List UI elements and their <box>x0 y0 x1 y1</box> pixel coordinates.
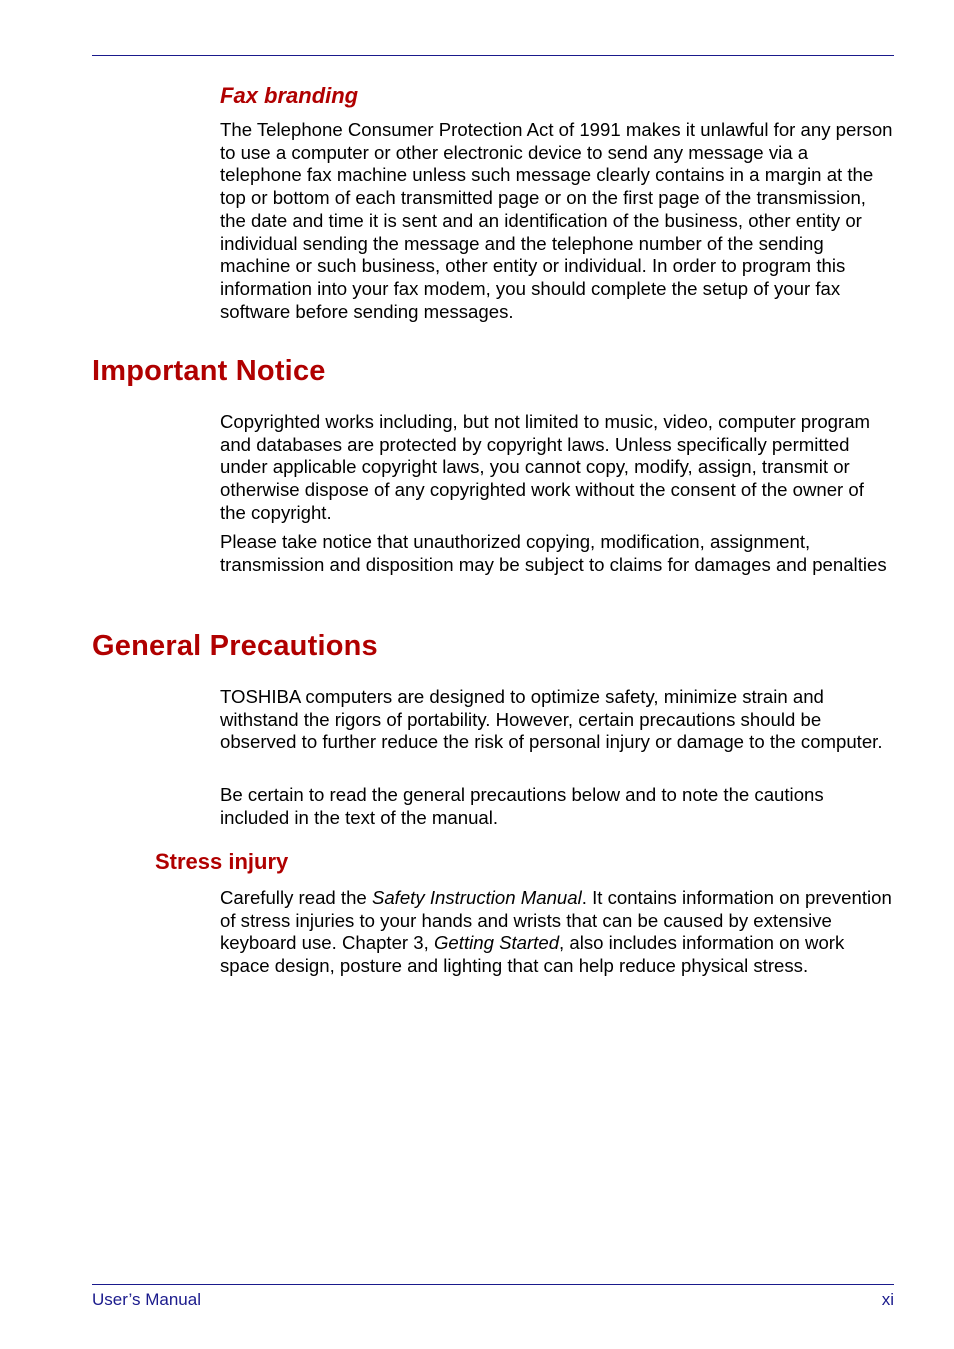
safety-instruction-manual-reference: Safety Instruction Manual <box>371 887 582 908</box>
stress-injury-heading: Stress injury <box>155 849 289 874</box>
header-rule <box>92 55 894 56</box>
getting-started-reference: Getting Started <box>433 932 560 954</box>
important-notice-paragraph-2: Please take notice that unauthorized copying, modification, assignment, transmission and disposition may be subject to claims for damages and penalties <box>220 531 887 575</box>
important-notice-paragraph-1: Copyrighted works including, but not limited to music, video, computer program and databases are protected by copyright laws. Unless specifically permitted under applicable copyright laws, you cannot copy, modify, assign, transmit or otherwise dispose of any copyrighted work without the consent of the owner of the copyright. <box>220 411 871 523</box>
important-notice-heading: Important Notice <box>92 355 326 387</box>
stress-injury-text-1: Carefully read the <box>220 887 372 908</box>
footer-manual-title: User’s Manual <box>92 1290 201 1309</box>
stress-injury-paragraph <box>220 887 894 978</box>
stress-injury-text-2: . It contains information on prevention of stress injuries to your hands and wrists that can be caused by extensive keyboard use. Chapter 3, <box>220 887 892 954</box>
general-precautions-paragraph-1: TOSHIBA computers are designed to optimize safety, minimize strain and withstand the rigors of portability. However, certain precautions should be observed to further reduce the risk of personal injury or damage to the computer. <box>220 686 883 753</box>
footer-page-number: xi <box>881 1290 894 1309</box>
stress-injury-text-3: , also includes information on work space design, posture and lighting that can help reduce physical stress. <box>220 932 845 977</box>
fax-branding-heading: Fax branding <box>220 83 359 108</box>
general-precautions-paragraph-2: Be certain to read the general precautions below and to note the cautions included in the text of the manual. <box>220 784 824 828</box>
fax-branding-paragraph: The Telephone Consumer Protection Act of 1991 makes it unlawful for any person to use a computer or other electronic device to send any message via a telephone fax machine unless such message clearly contains in a margin at the top or bottom of each transmitted page or on the first page of the transmission, the date and time it is sent and an identification of the business, other entity or individual sending the message and the telephone number of the sending machine or such business, other entity or individual. In order to program this information into your fax modem, you should complete the setup of your fax software before sending messages. <box>220 119 893 322</box>
general-precautions-heading: General Precautions <box>92 630 378 662</box>
footer-rule <box>92 1284 894 1285</box>
